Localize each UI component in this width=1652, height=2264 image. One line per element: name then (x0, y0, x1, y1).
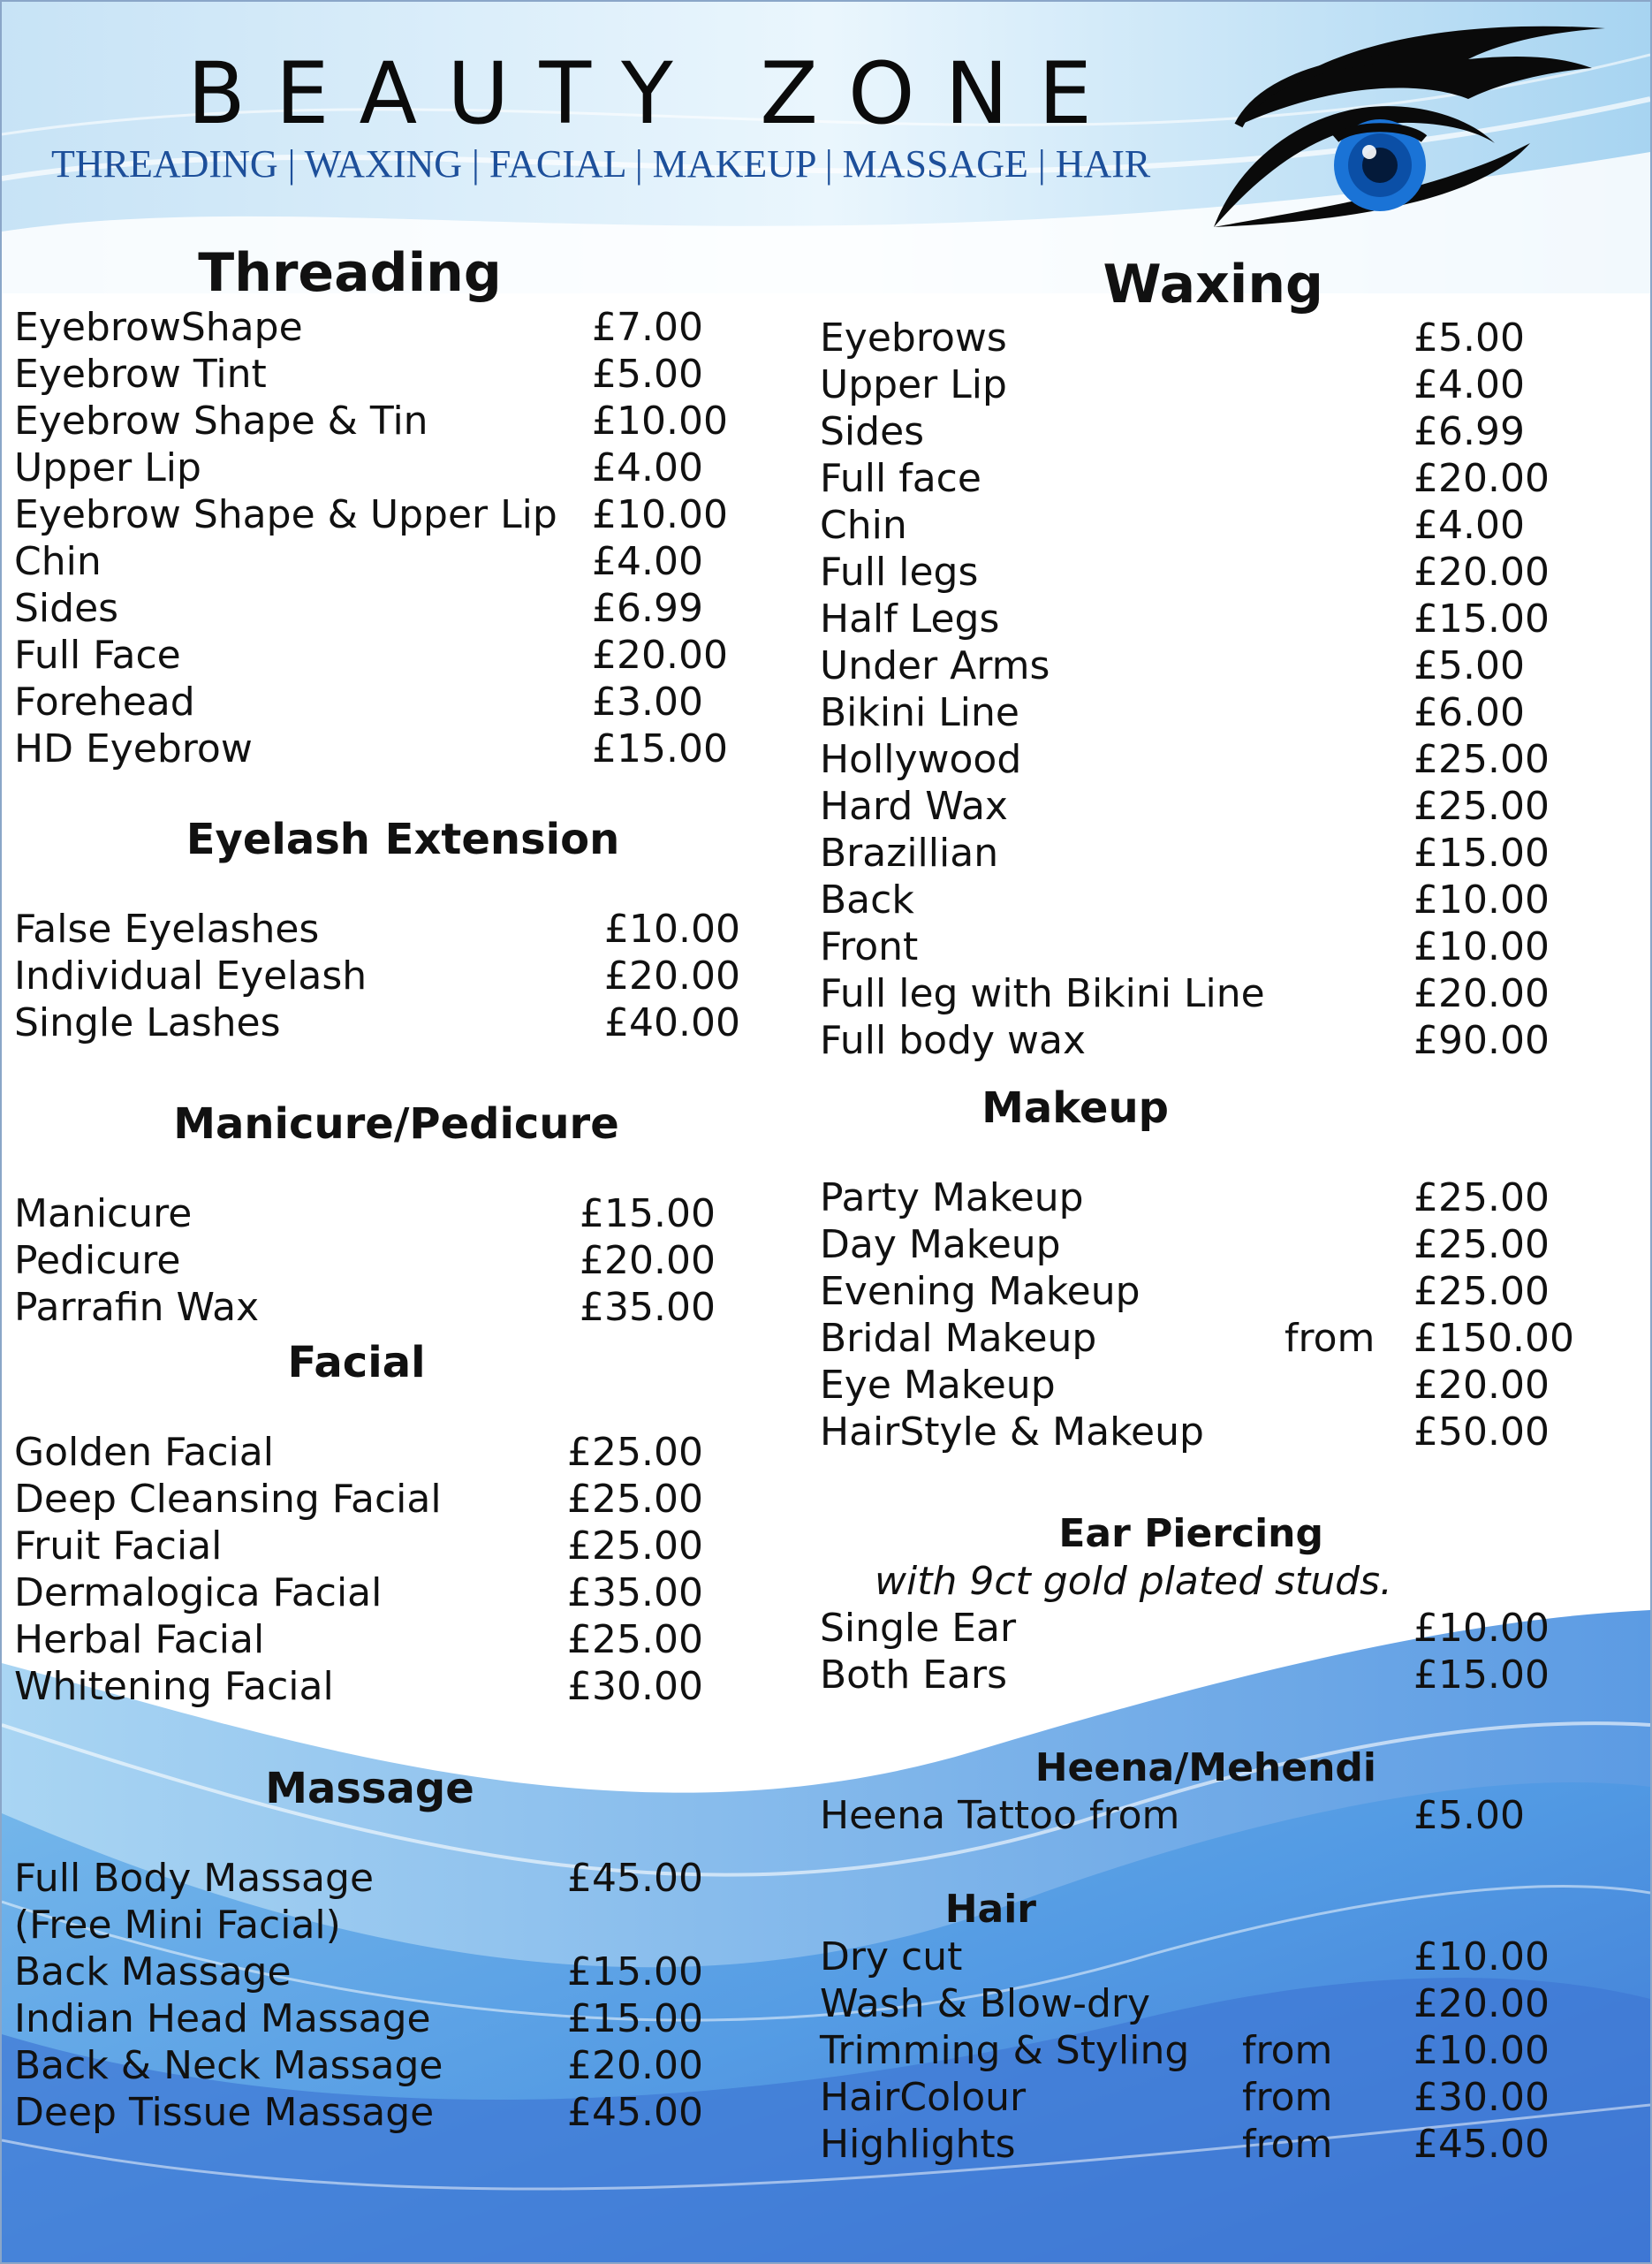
service-price: £45.00 (567, 2090, 703, 2135)
from-label: from (1284, 1316, 1375, 1361)
price-row (14, 2089, 765, 2136)
price-row (820, 1268, 1633, 1315)
section-facial (14, 1336, 765, 1710)
price-list (820, 1934, 1633, 2168)
service-price: £15.00 (592, 726, 728, 771)
service-name: Highlights (820, 2122, 1016, 2167)
price-row (820, 361, 1633, 408)
service-name: Bikini Line (820, 690, 1019, 735)
service-name: Manicure (14, 1191, 193, 1236)
service-price: £7.00 (592, 305, 703, 350)
price-list (820, 1174, 1633, 1455)
service-name: False Eyelashes (14, 907, 320, 952)
service-price: £50.00 (1413, 1409, 1550, 1455)
price-row (820, 1934, 1633, 1980)
service-name: Forehead (14, 680, 195, 725)
section-title: Facial (287, 1338, 426, 1387)
service-name: Under Arms (820, 643, 1050, 688)
service-price: £150.00 (1413, 1316, 1574, 1361)
service-name: Back Massage (14, 1949, 292, 1994)
service-price: £10.00 (1413, 924, 1550, 969)
service-name: Deep Tissue Massage (14, 2090, 435, 2135)
service-price: £3.00 (592, 680, 703, 725)
service-name: Party Makeup (820, 1175, 1084, 1220)
service-name: Heena Tattoo from (820, 1793, 1180, 1838)
service-name: Wash & Blow-dry (820, 1981, 1150, 2026)
price-row (820, 549, 1633, 596)
service-name: Golden Facial (14, 1430, 274, 1475)
service-price: £30.00 (1413, 2075, 1550, 2120)
section-eyelash-extension (14, 813, 765, 1046)
service-name: Back & Neck Massage (14, 2043, 443, 2088)
price-row (14, 1855, 765, 1902)
price-row (820, 455, 1633, 502)
service-name: Whitening Facial (14, 1664, 334, 1709)
service-name: Brazillian (820, 831, 999, 876)
service-price: £25.00 (1413, 1222, 1550, 1267)
price-row (820, 923, 1633, 970)
price-row (14, 1949, 765, 1995)
service-price: £15.00 (1413, 1652, 1550, 1698)
service-name: Full body wax (820, 1018, 1087, 1063)
price-row (14, 953, 765, 999)
price-row (14, 726, 765, 772)
price-row (820, 970, 1633, 1017)
service-price: £20.00 (1413, 1363, 1550, 1408)
price-row (820, 736, 1633, 783)
service-price: £6.99 (1413, 409, 1525, 454)
price-row (820, 1409, 1633, 1455)
price-row (14, 1663, 765, 1710)
price-row (14, 1523, 765, 1569)
service-name: Hard Wax (820, 784, 1008, 829)
service-price: £25.00 (1413, 1269, 1550, 1314)
section-title: Eyelash Extension (186, 815, 620, 864)
price-list (14, 1190, 765, 1331)
service-name: Chin (820, 503, 907, 548)
section-makeup (820, 1082, 1633, 1455)
price-row (820, 408, 1633, 455)
section-title: Heena/Mehendi (1034, 1745, 1376, 1790)
from-label: from (1242, 2028, 1333, 2073)
price-row (820, 1315, 1633, 1362)
service-price: £25.00 (567, 1477, 703, 1522)
section-title: Manicure/Pedicure (173, 1099, 619, 1149)
service-name: Indian Head Massage (14, 1996, 431, 2041)
price-row (14, 398, 765, 444)
section-note: with 9ct gold plated studs. (875, 1559, 1393, 1604)
service-name: Full Face (14, 633, 181, 678)
service-price: £4.00 (1413, 503, 1525, 548)
service-price: £35.00 (580, 1285, 716, 1330)
service-price: £10.00 (1413, 1934, 1550, 1979)
service-price: £10.00 (604, 907, 740, 952)
service-name: Sides (820, 409, 925, 454)
service-name: (Free Mini Facial) (14, 1903, 341, 1948)
eye-logo-icon (1203, 19, 1618, 245)
price-row (14, 1995, 765, 2042)
service-name: Trimming & Styling (820, 2028, 1190, 2073)
service-price: £5.00 (1413, 643, 1525, 688)
service-price: £20.00 (1413, 456, 1550, 501)
service-name: Full face (820, 456, 981, 501)
service-price: £10.00 (1413, 877, 1550, 923)
service-name: Dermalogica Facial (14, 1570, 383, 1615)
price-list (14, 906, 765, 1046)
section-ear-piercing (820, 1510, 1633, 1698)
service-name: Eye Makeup (820, 1363, 1056, 1408)
service-name: Eyebrow Tint (14, 352, 267, 397)
service-name: Full legs (820, 550, 979, 595)
service-price: £15.00 (1413, 831, 1550, 876)
service-price: £20.00 (1413, 1981, 1550, 2026)
service-price: £10.00 (1413, 2028, 1550, 2073)
price-row (14, 999, 765, 1046)
service-name: Chin (14, 539, 102, 584)
service-name: Front (820, 924, 919, 969)
section-waxing (820, 255, 1633, 1064)
from-label: from (1242, 2075, 1333, 2120)
price-row (14, 1569, 765, 1616)
service-price: £10.00 (592, 399, 728, 444)
price-list (14, 1429, 765, 1710)
service-price: £25.00 (1413, 784, 1550, 829)
service-price: £20.00 (592, 633, 728, 678)
service-price: £6.00 (1413, 690, 1525, 735)
price-row (14, 1237, 765, 1284)
service-price: £20.00 (567, 2043, 703, 2088)
service-price: £45.00 (1413, 2122, 1550, 2167)
service-name: HairColour (820, 2075, 1027, 2120)
price-row (820, 1017, 1633, 1064)
service-price: £4.00 (1413, 362, 1525, 407)
price-row (14, 444, 765, 491)
price-row (820, 642, 1633, 689)
price-row (14, 491, 765, 538)
service-price: £40.00 (604, 1000, 740, 1045)
section-title: Ear Piercing (1058, 1511, 1323, 1556)
section-massage (14, 1762, 765, 2136)
price-row (14, 538, 765, 585)
price-row (820, 1980, 1633, 2027)
service-name: EyebrowShape (14, 305, 303, 350)
price-row (14, 1429, 765, 1476)
service-name: HairStyle & Makeup (820, 1409, 1204, 1455)
service-price: £45.00 (567, 1856, 703, 1901)
brand-title: BEAUTY ZONE (187, 44, 1123, 143)
price-list (14, 1855, 765, 2136)
price-row (14, 2042, 765, 2089)
section-title: Massage (265, 1764, 474, 1813)
service-name: HD Eyebrow (14, 726, 253, 771)
section-threading (14, 242, 765, 772)
section-hair (820, 1886, 1633, 2168)
service-name: Single Lashes (14, 1000, 281, 1045)
service-price: £5.00 (592, 352, 703, 397)
service-name: Individual Eyelash (14, 953, 368, 999)
service-price: £6.99 (592, 586, 703, 631)
price-row (820, 783, 1633, 830)
service-price: £20.00 (1413, 550, 1550, 595)
price-row (14, 1616, 765, 1663)
section-title: Threading (198, 242, 502, 304)
price-row (820, 877, 1633, 923)
service-name: Hollywood (820, 737, 1022, 782)
service-price: £15.00 (567, 1996, 703, 2041)
price-list (820, 315, 1633, 1064)
price-row (820, 830, 1633, 877)
price-list (14, 304, 765, 772)
service-price: £25.00 (567, 1617, 703, 1662)
service-name: Full leg with Bikini Line (820, 971, 1265, 1016)
service-price: £15.00 (1413, 596, 1550, 642)
price-row (820, 596, 1633, 642)
service-name: Eyebrow Shape & Tin (14, 399, 428, 444)
service-price: £90.00 (1413, 1018, 1550, 1063)
price-row (14, 1476, 765, 1523)
price-row (820, 2027, 1633, 2074)
price-row (14, 304, 765, 351)
service-name: Evening Makeup (820, 1269, 1140, 1314)
service-name: Pedicure (14, 1238, 181, 1283)
service-name: Eyebrow Shape & Upper Lip (14, 492, 557, 537)
price-row (820, 1792, 1633, 1839)
price-row (14, 1284, 765, 1331)
service-name: Full Body Massage (14, 1856, 375, 1901)
service-name: Dry cut (820, 1934, 963, 1979)
service-price: £20.00 (580, 1238, 716, 1283)
service-price: £5.00 (1413, 1793, 1525, 1838)
service-price: £20.00 (604, 953, 740, 999)
price-row (820, 2121, 1633, 2168)
service-price: £4.00 (592, 539, 703, 584)
service-name: Deep Cleansing Facial (14, 1477, 442, 1522)
service-price: £5.00 (1413, 315, 1525, 361)
price-list (820, 1792, 1633, 1839)
price-row (14, 906, 765, 953)
section-manicure-pedicure (14, 1098, 765, 1331)
price-row (14, 351, 765, 398)
service-name: Sides (14, 586, 119, 631)
price-row (14, 585, 765, 632)
service-price: £15.00 (567, 1949, 703, 1994)
service-price: £4.00 (592, 445, 703, 490)
service-name: Fruit Facial (14, 1523, 223, 1569)
services-tagline: THREADING | WAXING | FACIAL | MAKEUP | MASSAGE | HAIR (51, 142, 1151, 186)
service-price: £25.00 (567, 1430, 703, 1475)
service-name: Single Ear (820, 1606, 1017, 1651)
service-name: Parrafin Wax (14, 1285, 260, 1330)
section-title: Hair (944, 1887, 1036, 1932)
price-row (820, 1362, 1633, 1409)
service-name: Half Legs (820, 596, 1000, 642)
service-price: £30.00 (567, 1664, 703, 1709)
service-price: £15.00 (580, 1191, 716, 1236)
section-heena-mehendi (820, 1744, 1633, 1839)
service-name: Upper Lip (14, 445, 201, 490)
service-name: Herbal Facial (14, 1617, 265, 1662)
service-price: £35.00 (567, 1570, 703, 1615)
service-price: £10.00 (1413, 1606, 1550, 1651)
from-label: from (1242, 2122, 1333, 2167)
service-name: Back (820, 877, 914, 923)
price-row (14, 632, 765, 679)
price-row (820, 1652, 1633, 1698)
service-price: £25.00 (1413, 737, 1550, 782)
service-price: £25.00 (567, 1523, 703, 1569)
service-name: Bridal Makeup (820, 1316, 1097, 1361)
price-row (14, 1902, 765, 1949)
price-row (820, 689, 1633, 736)
price-row (820, 502, 1633, 549)
service-price: £25.00 (1413, 1175, 1550, 1220)
section-title: Waxing (1103, 254, 1323, 315)
service-name: Upper Lip (820, 362, 1007, 407)
price-row (820, 1221, 1633, 1268)
section-title: Makeup (981, 1083, 1169, 1133)
price-row (14, 1190, 765, 1237)
service-name: Eyebrows (820, 315, 1007, 361)
price-row (820, 1605, 1633, 1652)
service-price: £10.00 (592, 492, 728, 537)
price-row (820, 2074, 1633, 2121)
service-name: Day Makeup (820, 1222, 1061, 1267)
service-price: £20.00 (1413, 971, 1550, 1016)
price-row (14, 679, 765, 726)
price-list (820, 1605, 1633, 1698)
service-name: Both Ears (820, 1652, 1008, 1698)
price-row (820, 1174, 1633, 1221)
price-row (820, 315, 1633, 361)
